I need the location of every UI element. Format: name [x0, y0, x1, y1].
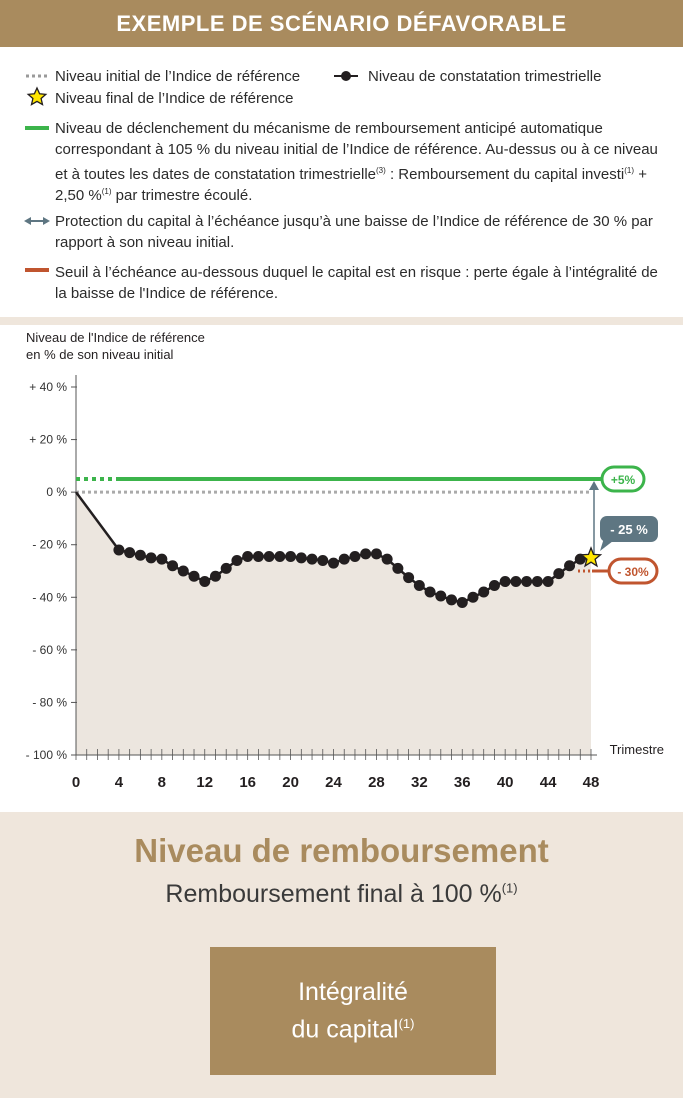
y-tick-label: - 60 % [32, 642, 67, 657]
y-axis-title-line2: en % de son niveau initial [26, 347, 174, 362]
x-tick-label: 16 [239, 774, 257, 791]
result-box [210, 947, 496, 1075]
x-tick-label: 32 [410, 774, 428, 791]
x-tick-label: 12 [196, 774, 214, 791]
legend-trigger-line1: Niveau de déclenchement du mécanisme de remboursement anticipé automatique [55, 120, 603, 137]
y-tick-label: - 100 % [25, 748, 67, 762]
quarterly-point [242, 551, 253, 562]
quarterly-point [371, 548, 382, 559]
x-tick-label: 8 [157, 774, 167, 791]
quarterly-point [199, 576, 210, 587]
quarterly-point [425, 587, 436, 598]
quarterly-point [135, 550, 146, 561]
x-tick-label: 24 [325, 774, 342, 791]
legend-trigger-line4: 2,50 %$^{(1)}$ par trimestre écoulé. [55, 187, 253, 204]
x-tick-label: 20 [282, 774, 299, 791]
legend-quarterly-level: Niveau de constatation trimestrielle [368, 68, 602, 85]
quarterly-point [478, 587, 489, 598]
x-tick-label: 44 [539, 774, 557, 791]
quarterly-point [221, 563, 232, 574]
quarterly-point [414, 580, 425, 591]
y-tick-label: 0 % [46, 485, 67, 500]
quarterly-point [146, 552, 157, 563]
legend-final-level: Niveau final de l’Indice de référence [55, 90, 294, 107]
quarterly-point [553, 568, 564, 579]
scenario-banner [0, 0, 683, 47]
quarterly-point [349, 551, 360, 562]
y-tick-label: - 20 % [32, 537, 67, 552]
x-tick-label: 28 [368, 774, 385, 791]
y-tick-label: + 20 % [29, 432, 67, 447]
quarterly-point [253, 551, 264, 562]
x-tick-label: 36 [453, 774, 471, 791]
quarterly-point [446, 594, 457, 605]
star-icon [28, 88, 46, 105]
quarterly-point [543, 576, 554, 587]
quarterly-point [489, 580, 500, 591]
quarterly-point [156, 554, 167, 565]
x-axis-title: Trimestre [609, 742, 664, 757]
trigger-badge-label: +5% [610, 473, 636, 487]
quarterly-point [274, 551, 285, 562]
quarterly-point [521, 576, 532, 587]
performance-area [76, 492, 591, 755]
quarterly-point [178, 566, 189, 577]
quarterly-point [231, 555, 242, 566]
legend-trigger-line3: et à toutes les dates de constatation trimestrielle$^{(3)}$ : Remboursement du capital investi$^{(1)}$ + [55, 166, 647, 183]
x-tick-label: 48 [582, 774, 600, 791]
quarterly-point [510, 576, 521, 587]
y-tick-label: - 40 % [32, 590, 67, 605]
quarterly-point [328, 558, 339, 569]
quarterly-point [210, 571, 221, 582]
quarterly-point [167, 560, 178, 571]
quarterly-point [307, 554, 318, 565]
y-tick-label: + 40 % [29, 380, 67, 394]
quarterly-point [500, 576, 511, 587]
quarterly-dot-icon [341, 71, 351, 81]
x-tick-label: 0 [71, 774, 81, 791]
quarterly-point [189, 571, 200, 582]
quarterly-point [285, 551, 296, 562]
scenario-chart [0, 325, 683, 812]
barrier-badge-label: - 30% [617, 565, 649, 579]
legend-panel [0, 47, 683, 317]
quarterly-point [124, 547, 135, 558]
quarterly-point [382, 554, 393, 565]
quarterly-point [564, 560, 575, 571]
y-axis-title-line1: Niveau de l'Indice de référence [26, 330, 205, 345]
result-box-line1: Intégralité [298, 977, 408, 1006]
legend-initial-level: Niveau initial de l’Indice de référence [55, 68, 301, 85]
quarterly-point [264, 551, 275, 562]
legend-trigger-line2: correspondant à 105 % du niveau initial de l’Indice de référence. Au-dessus ou à ce niveau [55, 141, 658, 158]
result-box-line2: du capital$^{(1)}$ [291, 1015, 415, 1044]
chart-panel [0, 325, 683, 812]
result-title: Niveau de remboursement [134, 832, 549, 869]
legend-protection-line1: Protection du capital à l’échéance jusqu’à une baisse de l’Indice de référence de 30 % par [55, 213, 653, 230]
quarterly-point [339, 554, 350, 565]
quarterly-point [113, 544, 124, 555]
maturity-arrow-head [589, 481, 599, 490]
x-tick-label: 4 [114, 774, 124, 791]
quarterly-point [296, 552, 307, 563]
quarterly-point [435, 590, 446, 601]
x-tick-label: 40 [496, 774, 514, 791]
legend-risk-line1: Seuil à l’échéance au-dessous duquel le capital est en risque : perte égale à l’intégralité de [55, 264, 658, 281]
final-change-label: - 25 % [610, 522, 648, 537]
legend-protection-line2: rapport à son niveau initial. [55, 234, 235, 251]
quarterly-point [360, 548, 371, 559]
result-subtitle: Remboursement final à 100 %$^{(1)}$ [165, 880, 518, 908]
y-tick-label: - 80 % [32, 695, 67, 710]
quarterly-point [392, 563, 403, 574]
quarterly-point [403, 572, 414, 583]
scenario-title: EXEMPLE DE SCÉNARIO DÉFAVORABLE [116, 10, 567, 36]
quarterly-point [457, 597, 468, 608]
quarterly-point [532, 576, 543, 587]
quarterly-point [317, 555, 328, 566]
legend-risk-line2: la baisse de l'Indice de référence. [55, 285, 279, 302]
quarterly-point [467, 592, 478, 603]
